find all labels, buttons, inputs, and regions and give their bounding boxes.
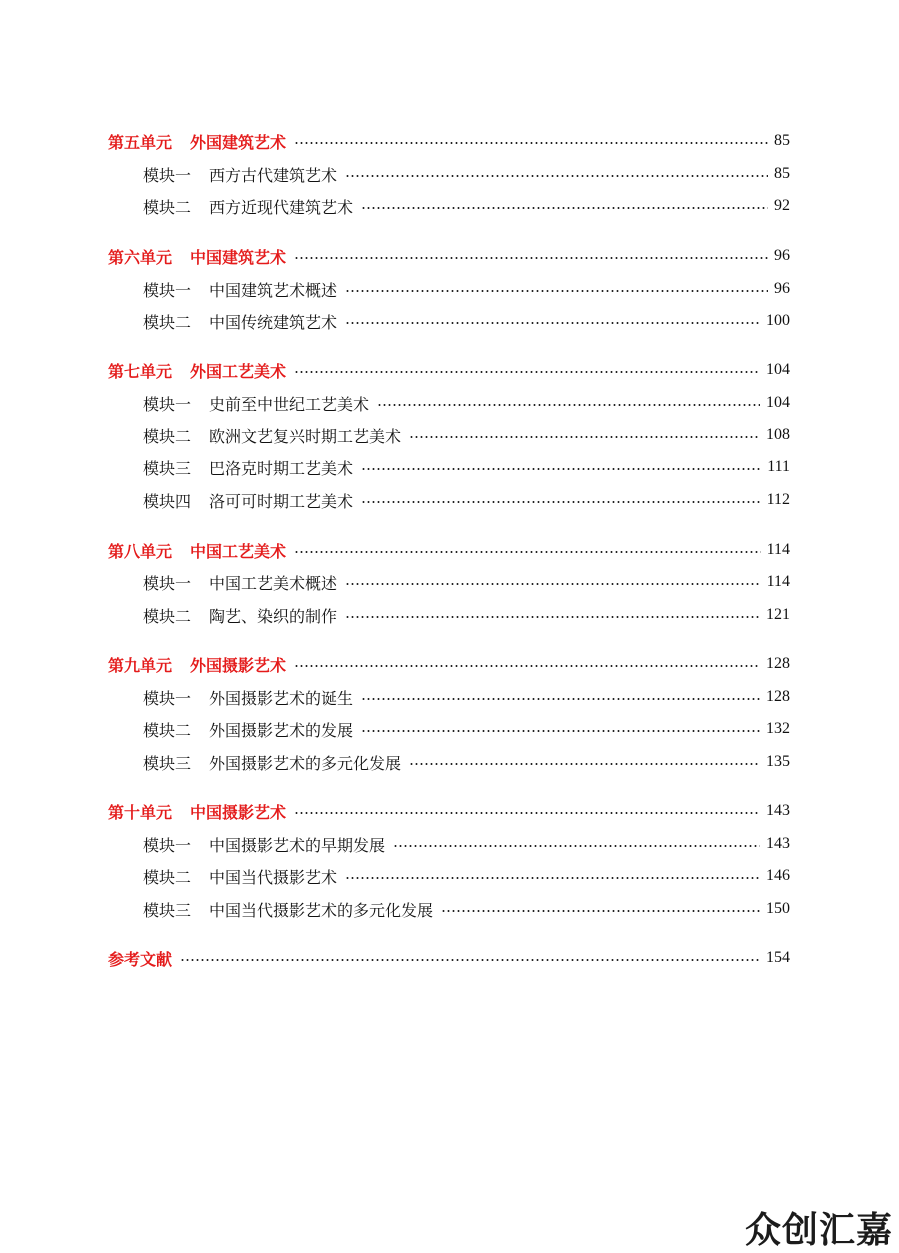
toc-entry-title: 外国摄影艺术的发展 — [209, 720, 354, 740]
toc-entry-title: 外国摄影艺术的多元化发展 — [209, 753, 402, 773]
dot-leader — [294, 812, 760, 814]
toc-entry-number: 模块三 — [143, 900, 192, 920]
toc-entry-number: 模块二 — [143, 606, 192, 626]
toc-entry-heading — [108, 653, 286, 676]
toc-entry-heading — [143, 686, 353, 709]
toc-entry-heading — [143, 833, 385, 856]
toc-module-entry[interactable] — [143, 600, 790, 630]
toc-entry-number: 模块一 — [143, 280, 192, 300]
toc-entry-heading — [108, 539, 286, 562]
toc-page-number: 121 — [766, 606, 790, 623]
toc-entry-heading — [143, 310, 337, 333]
toc-page-number: 100 — [766, 312, 790, 329]
dot-leader — [345, 175, 768, 177]
toc-entry-heading — [108, 800, 286, 823]
toc-page-number: 150 — [766, 900, 790, 917]
toc-entry-heading — [143, 489, 353, 512]
toc-unit-entry[interactable] — [108, 796, 790, 826]
dot-leader — [294, 371, 760, 373]
dot-leader — [409, 436, 760, 438]
toc-entry-number: 模块一 — [143, 573, 192, 593]
toc-entry-heading — [143, 865, 337, 888]
dot-leader — [377, 404, 760, 406]
toc-page-number: 92 — [774, 197, 790, 214]
toc-unit-entry[interactable] — [108, 943, 790, 973]
toc-entry-title: 中国工艺美术 — [190, 541, 287, 561]
toc-entry-number: 第八单元 — [108, 541, 173, 561]
dot-leader — [345, 583, 761, 585]
toc-module-entry[interactable] — [143, 567, 790, 597]
toc-entry-number: 模块三 — [143, 458, 192, 478]
toc-entry-heading — [143, 424, 401, 447]
toc-entry-title: 中国建筑艺术概述 — [209, 280, 338, 300]
toc-entry-number: 模块二 — [143, 197, 192, 217]
toc-entry-title: 外国摄影艺术 — [190, 655, 287, 675]
toc-module-entry[interactable] — [143, 682, 790, 712]
toc-entry-heading — [143, 163, 337, 186]
toc-module-entry[interactable] — [143, 420, 790, 450]
toc-entry-heading — [143, 571, 337, 594]
toc-page-number: 132 — [766, 720, 790, 737]
watermark-logo: 众创汇嘉 — [744, 1210, 893, 1251]
toc-page-number: 135 — [766, 753, 790, 770]
toc-page-number: 143 — [766, 835, 790, 852]
toc-entry-title: 中国传统建筑艺术 — [209, 312, 338, 332]
toc-entry-heading — [143, 195, 353, 218]
toc-entry-heading — [143, 898, 433, 921]
toc-module-entry[interactable] — [143, 861, 790, 891]
toc-entry-number: 第七单元 — [108, 361, 173, 381]
toc-page-number: 108 — [766, 426, 790, 443]
toc-entry-title: 中国当代摄影艺术的多元化发展 — [209, 900, 434, 920]
toc-page-number: 96 — [774, 280, 790, 297]
toc-entry-number: 模块二 — [143, 426, 192, 446]
toc-module-entry[interactable] — [143, 714, 790, 744]
toc-entry-heading — [143, 751, 401, 774]
toc-entry-heading — [143, 278, 337, 301]
toc-page-number: 146 — [766, 867, 790, 884]
toc-entry-number: 模块四 — [143, 491, 192, 511]
toc-module-entry[interactable] — [143, 306, 790, 336]
toc-module-entry[interactable] — [143, 191, 790, 221]
toc-entry-title: 欧洲文艺复兴时期工艺美术 — [209, 426, 402, 446]
toc-module-entry[interactable] — [143, 159, 790, 189]
toc-unit-entry[interactable] — [108, 126, 790, 156]
toc-entry-number: 参考文献 — [108, 949, 173, 969]
toc-entry-title: 史前至中世纪工艺美术 — [209, 394, 370, 414]
dot-leader — [361, 501, 761, 503]
toc-page-number: 104 — [766, 394, 790, 411]
toc-entry-number: 第五单元 — [108, 132, 173, 152]
dot-leader — [393, 845, 760, 847]
toc-entry-title: 巴洛克时期工艺美术 — [209, 458, 354, 478]
toc-entry-heading — [108, 359, 286, 382]
toc-entry-title: 陶艺、染织的制作 — [209, 606, 338, 626]
toc-page-number: 128 — [766, 655, 790, 672]
toc-entry-number: 模块一 — [143, 688, 192, 708]
toc-entry-title: 中国当代摄影艺术 — [209, 867, 338, 887]
toc-entry-heading — [143, 456, 353, 479]
dot-leader — [441, 910, 760, 912]
toc-unit-entry[interactable] — [108, 355, 790, 385]
toc-entry-title: 外国工艺美术 — [190, 361, 287, 381]
toc-entry-title: 中国建筑艺术 — [190, 247, 287, 267]
toc-entry-title: 中国工艺美术概述 — [209, 573, 338, 593]
dot-leader — [294, 257, 768, 259]
toc-entry-number: 第九单元 — [108, 655, 173, 675]
toc-entry-title: 中国摄影艺术的早期发展 — [209, 835, 386, 855]
toc-entry-number: 模块二 — [143, 312, 192, 332]
toc-entry-title: 外国建筑艺术 — [190, 132, 287, 152]
toc-entry-number: 模块二 — [143, 867, 192, 887]
toc-entry-number: 模块一 — [143, 835, 192, 855]
toc-entry-number: 模块一 — [143, 165, 192, 185]
toc-page-number: 114 — [766, 573, 790, 590]
dot-leader — [294, 551, 761, 553]
toc-page-number: 85 — [774, 132, 790, 149]
toc-entry-number: 第六单元 — [108, 247, 173, 267]
toc-entry-number: 模块三 — [143, 753, 192, 773]
toc-entry-number: 模块一 — [143, 394, 192, 414]
dot-leader — [345, 290, 768, 292]
toc-entry-title: 中国摄影艺术 — [190, 802, 287, 822]
dot-leader — [180, 959, 760, 961]
toc-entry-number: 模块二 — [143, 720, 192, 740]
toc-entry-title: 西方近现代建筑艺术 — [209, 197, 354, 217]
toc-page-number: 96 — [774, 247, 790, 264]
toc-entry-title: 洛可可时期工艺美术 — [209, 491, 354, 511]
toc-page-number: 104 — [766, 361, 790, 378]
toc-module-entry[interactable] — [143, 485, 790, 515]
toc-module-entry[interactable] — [143, 452, 790, 482]
dot-leader — [361, 698, 760, 700]
toc-page-number: 112 — [766, 491, 790, 508]
toc-page-number: 143 — [766, 802, 790, 819]
toc-entry-heading — [143, 392, 369, 415]
dot-leader — [361, 207, 768, 209]
toc-module-entry[interactable] — [143, 274, 790, 304]
toc-module-entry[interactable] — [143, 894, 790, 924]
toc-entry-title: 西方古代建筑艺术 — [209, 165, 338, 185]
dot-leader — [294, 665, 760, 667]
toc-entry-heading — [108, 245, 286, 268]
dot-leader — [345, 877, 760, 879]
toc-page-number: 85 — [774, 165, 790, 182]
dot-leader — [361, 730, 760, 732]
dot-leader — [345, 322, 760, 324]
toc-module-entry[interactable] — [143, 388, 790, 418]
toc-unit-entry[interactable] — [108, 241, 790, 271]
toc-module-entry[interactable] — [143, 829, 790, 859]
toc-entry-heading — [108, 947, 172, 970]
dot-leader — [409, 763, 760, 765]
toc-page-number: 128 — [766, 688, 790, 705]
toc-page-number: 114 — [766, 541, 790, 558]
toc-entry-title: 外国摄影艺术的诞生 — [209, 688, 354, 708]
toc-module-entry[interactable] — [143, 747, 790, 777]
dot-leader — [294, 142, 768, 144]
toc-entry-heading — [108, 130, 286, 153]
toc-entry-number: 第十单元 — [108, 802, 173, 822]
toc-page-number: 154 — [766, 949, 790, 966]
toc-unit-entry[interactable] — [108, 535, 790, 565]
toc-unit-entry[interactable] — [108, 649, 790, 679]
toc-page-number: 111 — [767, 458, 790, 475]
dot-leader — [361, 468, 761, 470]
toc-entry-heading — [143, 604, 337, 627]
toc-entry-heading — [143, 718, 353, 741]
dot-leader — [345, 616, 760, 618]
